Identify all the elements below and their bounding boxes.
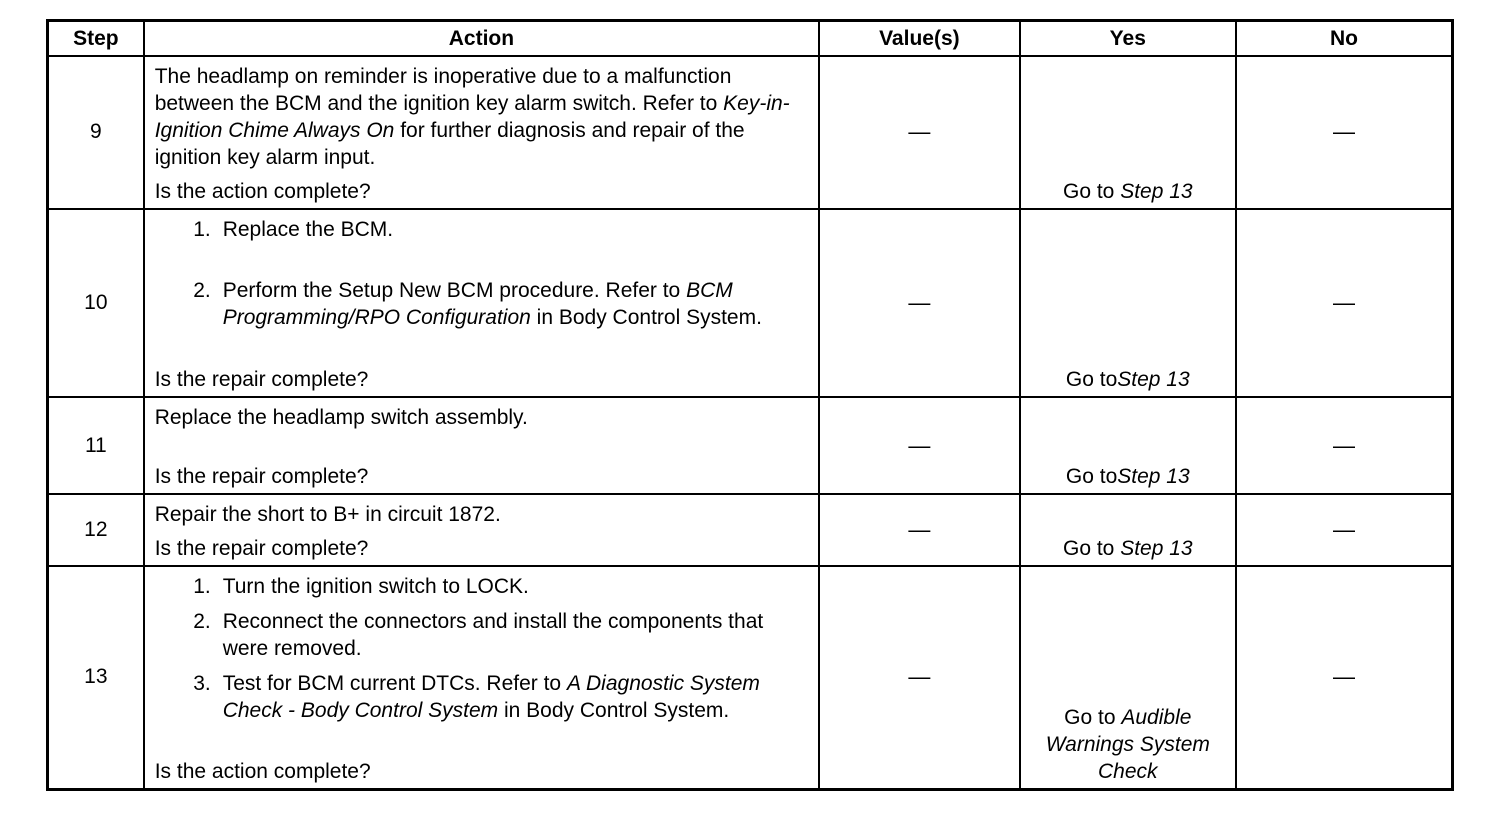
step-number: 10	[48, 209, 144, 397]
yes-cell: Go to Step 13	[1020, 494, 1236, 566]
reference-link: Key-in-Ignition Chime Always On	[154, 92, 790, 142]
step-number: 12	[48, 494, 144, 566]
table-row-step-13	[48, 566, 1453, 790]
action-question: Is the repair complete?	[154, 465, 369, 489]
list-item: 1. Replace the BCM.	[193, 217, 394, 241]
header-step: Step	[48, 21, 144, 57]
action-steps-list	[155, 216, 808, 331]
table-row-step-11	[48, 397, 1453, 494]
action-text: The headlamp on reminder is inoperative due to a malfunction between the BCM and the ignition key alarm switch. Refer to Key-in-Ignition Chime Always On for further diagnosis and repair of the ignition key alarm input.	[154, 65, 790, 169]
list-item: 2. Reconnect the connectors and install the components that were removed.	[193, 609, 764, 660]
list-item: 3. Test for BCM current DTCs. Refer to A Diagnostic System Check - Body Control System in Body Control System.	[193, 671, 760, 722]
header-no: No	[1236, 21, 1452, 57]
header-yes: Yes	[1020, 21, 1236, 57]
step-number: 13	[48, 566, 144, 790]
no-cell: —	[1236, 397, 1452, 494]
header-values: Value(s)	[819, 21, 1019, 57]
table-row-step-12	[48, 494, 1453, 566]
step-number: 9	[48, 56, 144, 209]
header-action: Action	[144, 21, 819, 57]
action-cell	[144, 494, 819, 566]
action-text: Repair the short to B+ in circuit 1872.	[154, 503, 501, 527]
action-cell	[144, 566, 819, 790]
yes-cell: Go toStep 13	[1020, 397, 1236, 494]
action-text: Replace the headlamp switch assembly.	[154, 405, 528, 429]
reference-link: A Diagnostic System Check - Body Control System	[222, 671, 760, 722]
no-cell: —	[1236, 566, 1452, 790]
table-row-step-9	[48, 56, 1453, 209]
action-question: Is the repair complete?	[154, 367, 369, 391]
no-cell: —	[1236, 209, 1452, 397]
action-question: Is the repair complete?	[154, 536, 369, 560]
header-row	[48, 21, 1453, 57]
value-cell: —	[819, 397, 1019, 494]
no-cell: —	[1236, 494, 1452, 566]
yes-cell: Go to Step 13	[1020, 56, 1236, 209]
diagnostic-table	[46, 19, 1454, 791]
value-cell: —	[819, 209, 1019, 397]
value-cell: —	[819, 56, 1019, 209]
action-cell	[144, 209, 819, 397]
no-cell: —	[1236, 56, 1452, 209]
yes-cell: Go toStep 13	[1020, 209, 1236, 397]
reference-link: BCM Programming/RPO Configuration	[222, 278, 733, 329]
action-cell	[144, 397, 819, 494]
action-cell	[144, 56, 819, 209]
list-item: 1. Turn the ignition switch to LOCK.	[193, 574, 529, 598]
value-cell: —	[819, 494, 1019, 566]
list-item: 2. Perform the Setup New BCM procedure. Refer to BCM Programming/RPO Configuration in Body Control System.	[193, 278, 762, 329]
action-steps-list	[155, 573, 808, 724]
table-row-step-10	[48, 209, 1453, 397]
step-number: 11	[48, 397, 144, 494]
action-question: Is the action complete?	[154, 179, 371, 203]
value-cell: —	[819, 566, 1019, 790]
yes-cell: Go to Audible Warnings System Check	[1020, 566, 1236, 790]
action-question: Is the action complete?	[154, 760, 371, 783]
